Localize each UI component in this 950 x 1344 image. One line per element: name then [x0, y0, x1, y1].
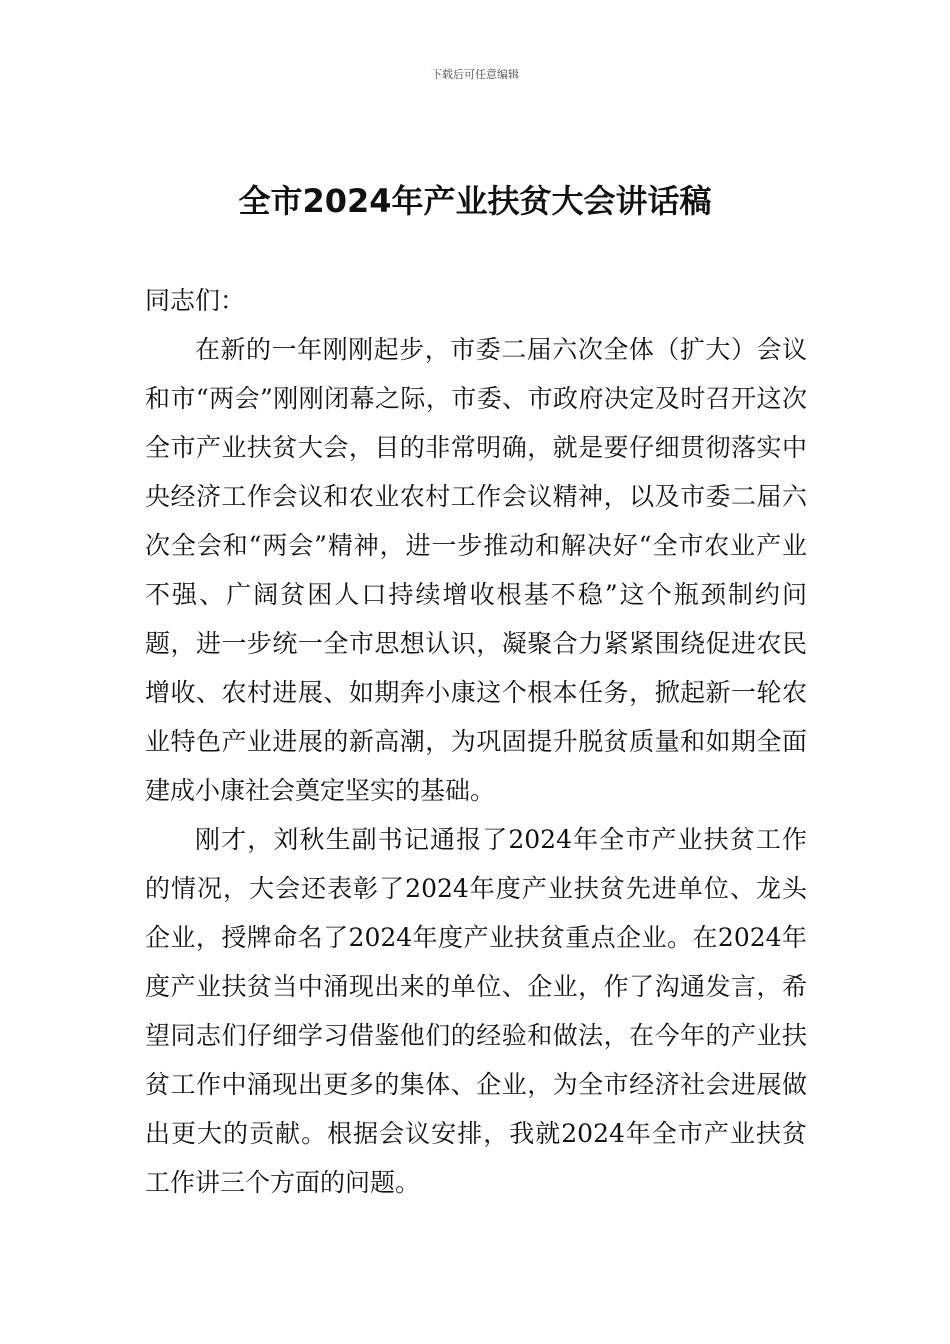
document-title: 全市2024年产业扶贫大会讲话稿: [238, 182, 712, 220]
body-paragraph-2: 刚才，刘秋生副书记通报了2024年全市产业扶贫工作的情况，大会还表彰了2024年度产业扶贫先进单位、龙头企业，授牌命名了2024年度产业扶贫重点企业。在2024年度产业扶贫当中涌现出来的单位、企业，作了沟通发言，希望同志们仔细学习借鉴他们的经验和做法，在今年的产业扶贫工作中涌现出更多的集体、企业，为全市经济社会进展做出更大的贡献。根据会议安排，我就2024年全市产业扶贫工作讲三个方面的问题。: [145, 825, 807, 1197]
document-body: [145, 276, 807, 1207]
page-header-note: 下载后可任意编辑: [431, 68, 519, 81]
body-paragraph-1: 在新的一年刚刚起步，市委二届六次全体（扩大）会议和市“两会”刚刚闭幕之际，市委、市政府决定及时召开这次全市产业扶贫大会，目的非常明确，就是要仔细贯彻落实中央经济工作会议和农业农村工作会议精神，以及市委二届六次全会和“两会”精神，进一步推动和解决好“全市农业产业不强、广阔贫困人口持续增收根基不稳”这个瓶颈制约问题，进一步统一全市思想认识，凝聚合力紧紧围绕促进农民增收、农村进展、如期奔小康这个根本任务，掀起新一轮农业特色产业进展的新高潮，为巩固提升脱贫质量和如期全面建成小康社会奠定坚实的基础。: [145, 335, 807, 805]
salutation: 同志们：: [145, 286, 246, 315]
